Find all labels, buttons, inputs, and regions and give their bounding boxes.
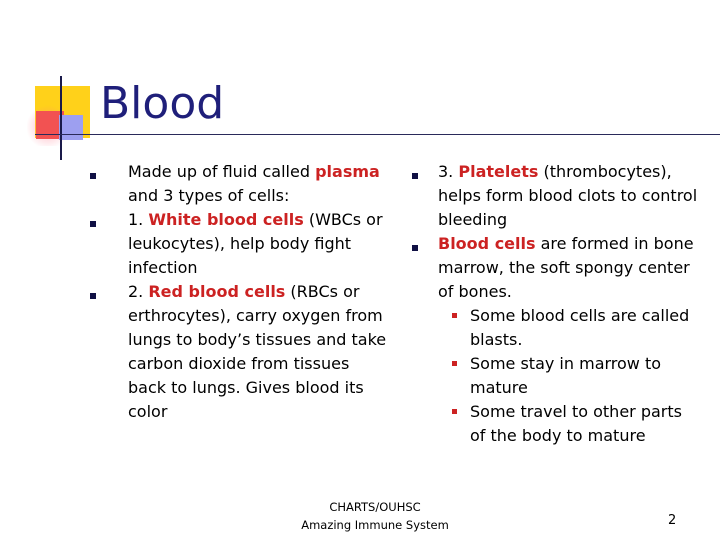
footer bbox=[270, 498, 480, 534]
sub-list bbox=[470, 304, 700, 448]
square-bullet-icon bbox=[412, 173, 418, 179]
square-bullet-icon bbox=[452, 409, 457, 414]
square-bullet-icon bbox=[90, 173, 96, 179]
slide-title: Blood bbox=[100, 78, 225, 129]
square-bullet-icon bbox=[452, 361, 457, 366]
sub-list-item bbox=[470, 352, 700, 400]
list-item bbox=[128, 160, 390, 208]
item-text: 1. bbox=[128, 210, 149, 229]
square-bullet-icon bbox=[452, 313, 457, 318]
title-underline bbox=[35, 134, 720, 135]
footer-line-1: CHARTS/OUHSC bbox=[329, 500, 421, 514]
list-item bbox=[438, 160, 700, 232]
square-bullet-icon bbox=[90, 221, 96, 227]
item-highlight: plasma bbox=[315, 162, 380, 181]
item-text: 2. bbox=[128, 282, 149, 301]
sub-item-text: Some blood cells are called blasts. bbox=[470, 306, 690, 349]
sub-item-text: Some travel to other parts of the body to mature bbox=[470, 402, 682, 445]
item-text: (thrombocytes), helps form blood clots to control bleeding bbox=[438, 162, 698, 229]
item-text: are formed in bone marrow, the soft spongy center of bones. bbox=[438, 234, 694, 301]
item-text: 3. bbox=[438, 162, 459, 181]
list-item bbox=[128, 208, 390, 280]
item-text: (WBCs or leukocytes), help body fight infection bbox=[128, 210, 383, 277]
sub-list-item bbox=[470, 400, 700, 448]
square-bullet-icon bbox=[90, 293, 96, 299]
sub-list-item bbox=[470, 304, 700, 352]
item-text: Made up of fluid called bbox=[128, 162, 316, 181]
left-column bbox=[128, 160, 390, 424]
footer-line-2: Amazing Immune System bbox=[301, 518, 449, 532]
item-text: (RBCs or erthrocytes), carry oxygen from lungs to body’s tissues and take carbon dioxide from tissues back to lungs. Gives blood its color bbox=[128, 282, 387, 421]
item-text: and 3 types of cells: bbox=[128, 186, 290, 205]
item-highlight: Red blood cells bbox=[148, 282, 286, 301]
right-column bbox=[438, 160, 700, 448]
blue-square-decoration bbox=[59, 115, 83, 140]
list-item bbox=[438, 232, 700, 304]
page-number: 2 bbox=[668, 513, 677, 528]
vertical-rule bbox=[60, 76, 62, 160]
sub-item-text: Some stay in marrow to mature bbox=[470, 354, 662, 397]
item-highlight: White blood cells bbox=[148, 210, 304, 229]
item-highlight: Platelets bbox=[458, 162, 539, 181]
list-item bbox=[128, 280, 390, 424]
item-highlight: Blood cells bbox=[438, 234, 536, 253]
square-bullet-icon bbox=[412, 245, 418, 251]
